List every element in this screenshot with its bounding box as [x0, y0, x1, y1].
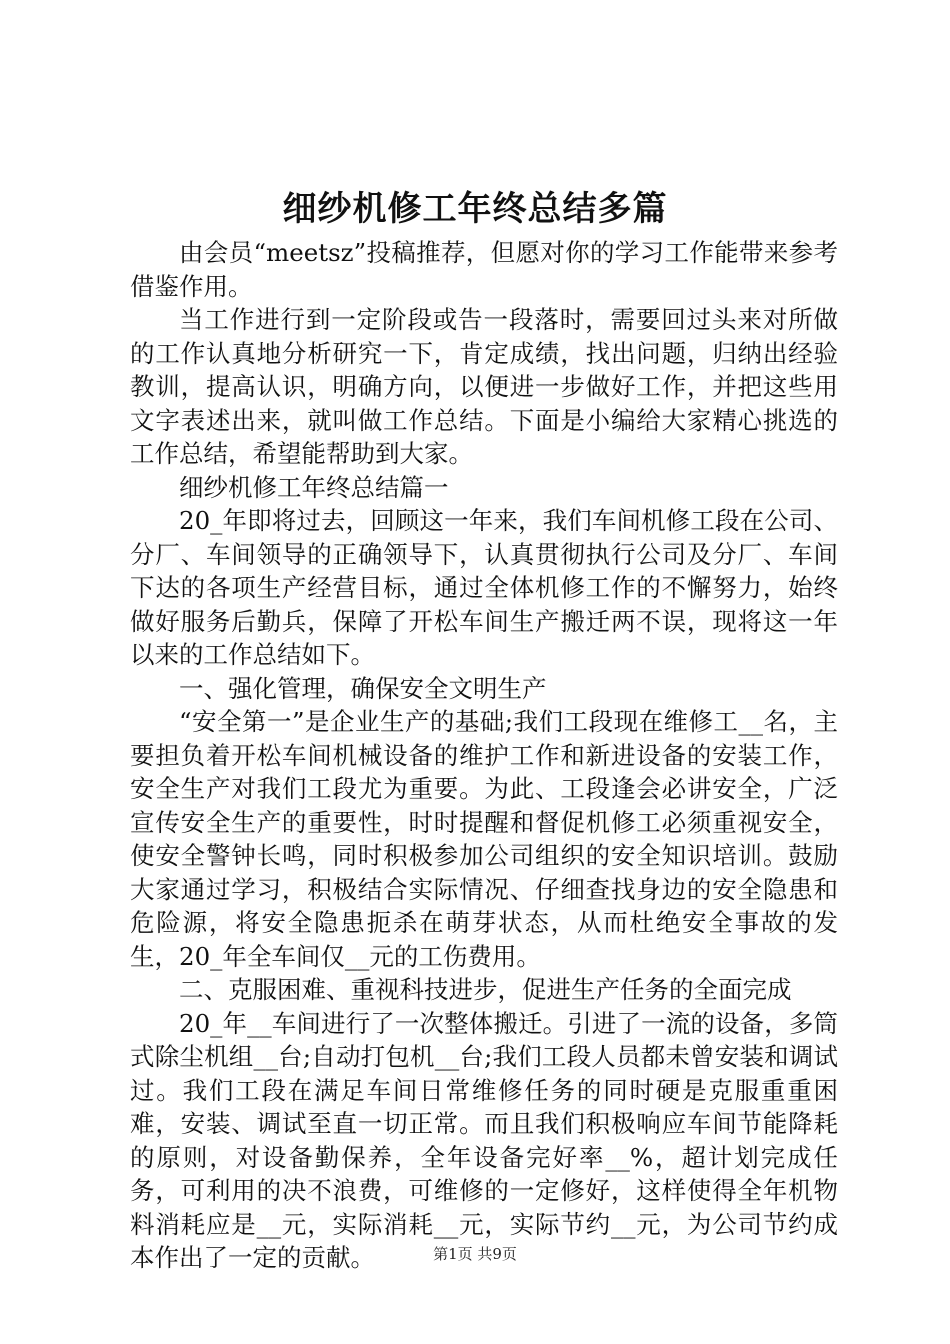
page-footer: 第1页 共9页	[433, 1245, 517, 1263]
paragraph-safety: “安全第一”是企业生产的基础;我们工段现在维修工__名，主要担负着开松车间机械设备的维护工作和新进设备的安装工作，安全生产对我们工段尤为重要。为此、工段逢会必讲安全，广泛宣传安全生产的重要性，时时提醒和督促机修工必须重视安全，使安全警钟长鸣，同时积极参加公司组织的安全知识培训。鼓励大家通过学习，积极结合实际情况、仔细查找身边的安全隐患和危险源，将安全隐患扼杀在萌芽状态，从而杜绝安全事故的发生，20_年全车间仅__元的工伤费用。	[130, 707, 838, 971]
section-heading-technology: 二、克服困难、重视科技进步，促进生产任务的全面完成	[179, 975, 792, 1004]
section-heading-part-one: 细纱机修工年终总结篇一	[179, 472, 449, 502]
paragraph-summary-definition: 当工作进行到一定阶段或告一段落时，需要回过头来对所做的工作认真地分析研究一下，肯定成绩，找出问题，归纳出经验教训，提高认识，明确方向，以便进一步做好工作，并把这些用文字表述出来，就叫做工作总结。下面是小编给大家精心挑选的工作总结，希望能帮助到大家。	[130, 305, 838, 468]
section-heading-safety: 一、强化管理，确保安全文明生产	[179, 673, 547, 703]
document-body	[130, 236, 838, 1275]
paragraph-year-review: 20_年即将过去，回顾这一年来，我们车间机修工段在公司、分厂、车间领导的正确领导下，认真贯彻执行公司及分厂、车间下达的各项生产经营目标，通过全体机修工作的不懈努力，始终做好服务后勤兵，保障了开松车间生产搬迁两不误，现将这一年以来的工作总结如下。	[130, 506, 838, 669]
document-title: 细纱机修工年终总结多篇	[282, 189, 668, 229]
paragraph-relocation: 20_年__车间进行了一次整体搬迁。引进了一流的设备，多筒式除尘机组__台;自动打包机__台;我们工段人员都未曾安装和调试过。我们工段在满足车间日常维修任务的同时硬是克服重重困难，安装、调试至直一切正常。而且我们积极响应车间节能降耗的原则，对设备勤保养，全年设备完好率__%，超计划完成任务，可利用的决不浪费，可维修的一定修好，这样使得全年机物料消耗应是__元，实际消耗__元，实际节约__元，为公司节约成本作出了一定的贡献。	[130, 1008, 838, 1272]
paragraph-intro: 由会员“meetsz”投稿推荐，但愿对你的学习工作能带来参考借鉴作用。	[130, 238, 838, 301]
